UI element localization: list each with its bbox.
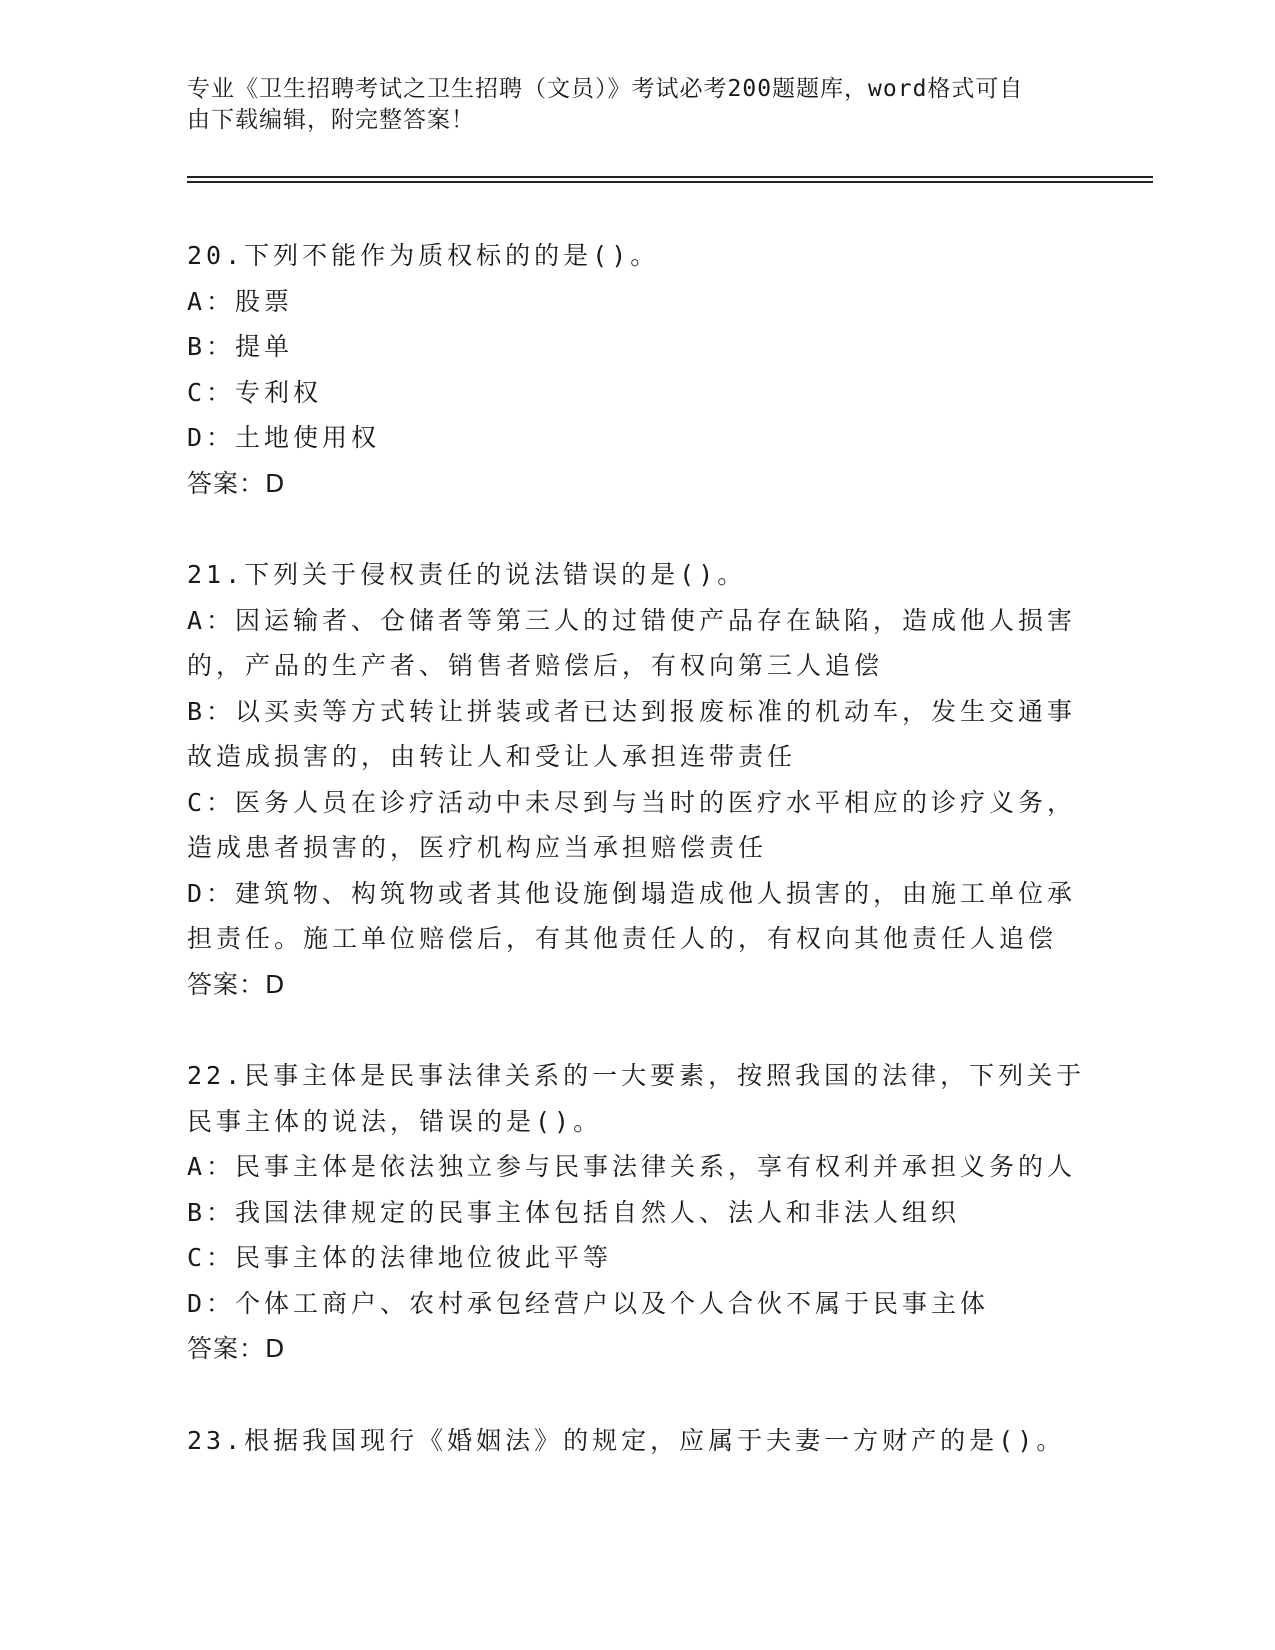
answer-option: 故造成损害的，由转让人和受让人承担连带责任 (187, 742, 797, 771)
question-block (187, 1053, 1087, 1372)
question-stem: 民事主体的说法，错误的是()。 (187, 1106, 603, 1136)
answer-option: 的，产品的生产者、销售者赔偿后，有权向第三人追偿 (187, 651, 884, 680)
header-line: 由下载编辑，附完整答案！ (187, 107, 475, 133)
header-divider (187, 176, 1153, 178)
header-line: 专业《卫生招聘考试之卫生招聘（文员）》考试必考200题题库，word格式可自 (187, 76, 1024, 102)
answer-option: 担责任。施工单位赔偿后，有其他责任人的，有权向其他责任人追偿 (187, 924, 1058, 953)
answer-option: A：股票 (187, 286, 294, 316)
answer-key: 答案：D (187, 468, 286, 498)
answer-key: 答案：D (187, 1334, 286, 1363)
question-block (187, 552, 1087, 1007)
question-stem: 23.根据我国现行《婚姻法》的规定，应属于夫妻一方财产的是()。 (187, 1425, 1066, 1455)
answer-key: 答案：D (187, 969, 286, 999)
header-divider (187, 181, 1153, 183)
question-stem: 21.下列关于侵权责任的说法错误的是()。 (187, 560, 747, 589)
answer-option: B：提单 (187, 332, 294, 361)
question-stem: 22.民事主体是民事法律关系的一大要素，按照我国的法律，下列关于 (187, 1061, 1086, 1090)
answer-option: C：专利权 (187, 377, 323, 407)
answer-option: 造成患者损害的，医疗机构应当承担赔偿责任 (187, 833, 768, 862)
question-block (187, 1418, 1087, 1464)
answer-option: B：以买卖等方式转让拼装或者已达到报废标准的机动车，发生交通事 (187, 696, 1077, 726)
answer-option: D：建筑物、构筑物或者其他设施倒塌造成他人损害的，由施工单位承 (187, 878, 1077, 908)
question-list (187, 233, 1087, 1509)
answer-option: B：我国法律规定的民事主体包括自然人、法人和非法人组织 (187, 1197, 961, 1227)
document-header (187, 74, 1087, 136)
answer-option: C：民事主体的法律地位彼此平等 (187, 1243, 613, 1272)
question-stem: 20.下列不能作为质权标的的是()。 (187, 241, 660, 270)
answer-option: D：土地使用权 (187, 423, 381, 452)
answer-option: A：因运输者、仓储者等第三人的过错使产品存在缺陷，造成他人损害 (187, 605, 1077, 635)
question-block (187, 233, 1087, 506)
answer-option: C：医务人员在诊疗活动中未尽到与当时的医疗水平相应的诊疗义务， (187, 787, 1077, 817)
answer-option: A：民事主体是依法独立参与民事法律关系，享有权利并承担义务的人 (187, 1152, 1077, 1181)
answer-option: D：个体工商户、农村承包经营户以及个人合伙不属于民事主体 (187, 1288, 990, 1318)
